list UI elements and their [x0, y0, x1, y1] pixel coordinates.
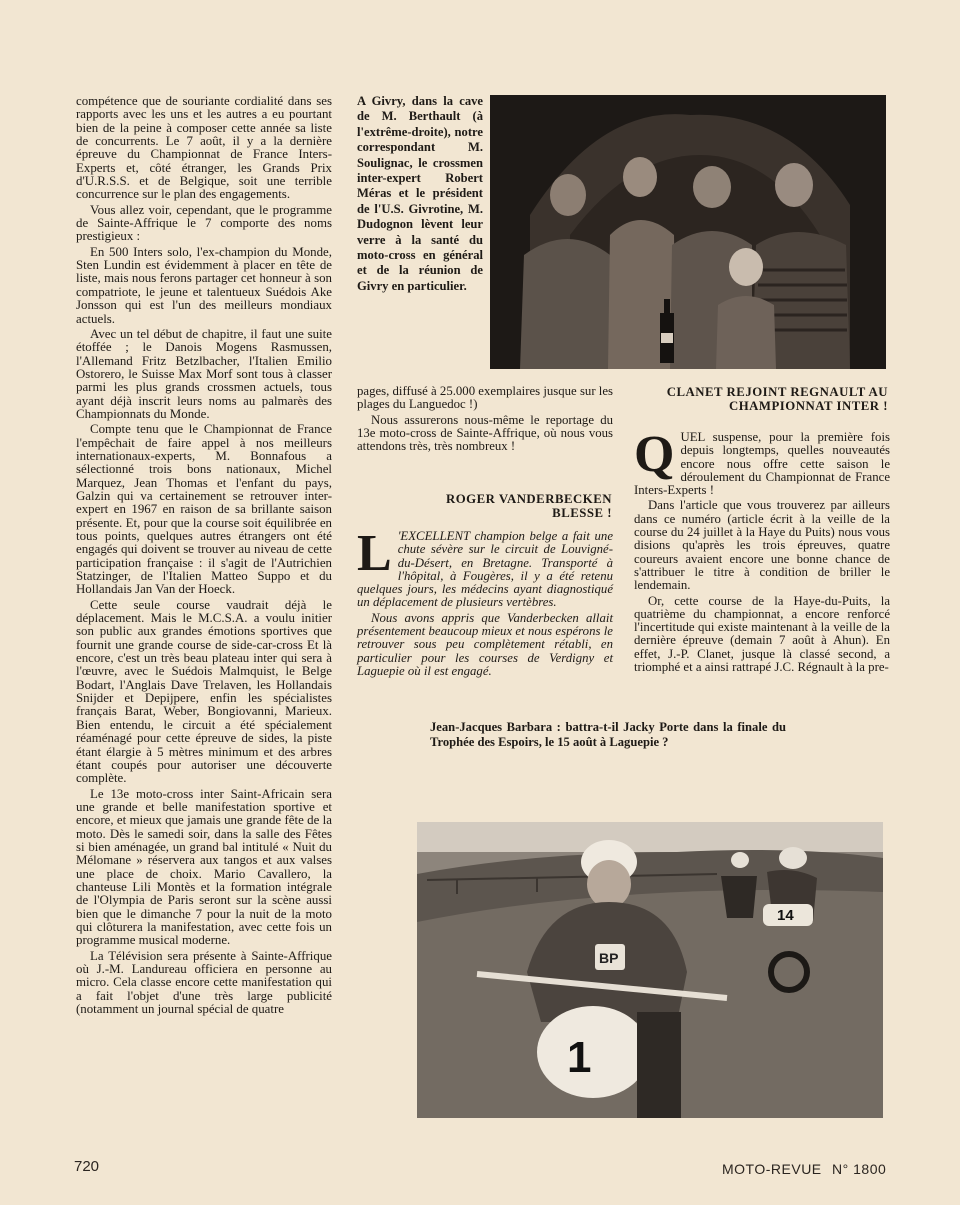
left-paragraph: En 500 Inters solo, l'ex-champion du Monde, Sten Lundin est évidemment à placer en tête de liste, mais nous ferons partager cet honneur à son compatriote, le jeune et talentueux Suédois Ake Jonsson qui est l'un des meilleurs mondiaux actuels. [76, 244, 332, 326]
mid-paragraph: Nous assurerons nous-même le reportage du 13e moto-cross de Sainte-Affrique, où nous vous attendons très, très nombreux ! [357, 412, 613, 454]
middle-headline: ROGER VANDERBECKEN BLESSE ! [445, 492, 612, 520]
magazine-name: MOTO-REVUE [722, 1161, 822, 1177]
right-paragraph: QUEL suspense, pour la première fois depuis longtemps, quelles nouveautés encore nous offre cette saison le déroulement du Championnat de France Inters-Experts ! [634, 426, 890, 498]
page-number: 720 [74, 1158, 100, 1175]
left-paragraph: Cette seule course vaudrait déjà le déplacement. Mais le M.C.S.A. a voulu initier son public aux grandes émotions sportives que fournit une grande course de side-car-cross Et là encore, c'est un très beau plateau inter qui sera à l'œuvre, avec le Suédois Malmquist, le Belge Bodart, l'Anglais Dave Trelaven, les Hollandais Snijder et Depijpere, enfin les spécialistes français Barat, Weber, Bongiovanni, Marieux. Bien entendu, le circuit a été spécialement réaménagé pour cette épreuve de sides, la piste étant élargie à 5 mètres minimum et des arbres étant coupés pour autoriser une découverte complète. [76, 597, 332, 786]
cellar-photo-drawing [490, 95, 886, 369]
left-paragraph: Compte tenu que le Championnat de France l'empêchait de faire appel à nos meilleurs internationaux-experts, M. Bonnafous a sélectionné trois bons nationaux, Michel Marquez, Jean Thomas et l'enfant du pays, Galzin qui va certainement se retrouver inter-expert en 1967 en raison de sa brillante saison présente. Et, pour que la course soit équilibrée en tous points, quelques autres étrangers ont été engagés qui doivent se trouver au niveau de cette participation française : il s'agit de l'Autrichien Statzinger, de l'Italien Matteo Suppo et du Hollandais Jan Van der Hoeck. [76, 422, 332, 597]
right-headline: CLANET REJOINT REGNAULT AU CHAMPIONNAT INTER ! [666, 385, 888, 413]
right-paragraph: Dans l'article que vous trouverez par ailleurs dans ce numéro (article écrit à la veille de la course du 24 juillet à la Haye du Puits) nous vous disions qu'après les trois épreuves, quatre coureurs avaient encore une bonne chance de s'attribuer le titre à condition de briller le lendemain. [634, 498, 890, 593]
left-paragraph: compétence que de souriante cordialité dans ses rapports avec les uns et les autres a eu pourtant bien de la peine à composer cette année sa liste de concurrents. Le 7 août, il y a la dernière épreuve du Championnat de France Inters-Experts et, côté étranger, les Grands Prix d'U.R.S.S. et de Belgique, soit une terrible concurrence sur le plan des engagements. [76, 94, 332, 202]
left-column [76, 95, 332, 1016]
right-paragraph: Or, cette course de la Haye-du-Puits, la quatrième du championnat, a encore renforcé l'incertitude qui existe maintenant à la veille de la dernière épreuve (demain 7 août à Ahun). En effet, J.-P. Clanet, jusque là classé second, a triomphé et a ainsi rattrapé J.C. Régnault à la pre- [634, 593, 890, 675]
mid-paragraph: pages, diffusé à 25.000 exemplaires jusque sur les plages du Languedoc !) [357, 384, 613, 412]
mid-italic-paragraph: L 'EXCELLENT champion belge a fait une chute sévère sur le circuit de Louvigné-du-Désert, en Bretagne. Transporté à l'hôpital, à Fougères, il y a été retenu quelques jours, les médecins ayant diagnostiqué un déplacement de plusieurs vertèbres. [357, 525, 613, 610]
middle-column [357, 385, 613, 453]
left-paragraph: La Télévision sera présente à Sainte-Affrique où J.-M. Landureau officiera en personne au micro. Cela classe encore cette manifestation qui a fait l'objet d'une très large publicité (notamment un journal spécial de quatre [76, 948, 332, 1017]
issue-number: N° 1800 [832, 1161, 887, 1177]
magazine-footer [722, 1161, 886, 1177]
photo1-caption: A Givry, dans la cave de M. Berthault (à l'extrême-droite), notre correspondant M. Soulignac, le crossmen inter-expert Robert Méras et le président de l'U.S. Givrotine, M. Dudognon lèvent leur verre à la santé du moto-cross en général et de la réunion de Givry en particulier. [357, 94, 483, 293]
mid-italic-paragraph: Nous avons appris que Vanderbecken allait présentement beaucoup mieux et nous espérons le retrouver sous peu complètement rétabli, en particulier pour les courses de Verdigny et Laguepie où il est engagé. [357, 610, 613, 678]
left-paragraph: Vous allez voir, cependant, que le programme de Sainte-Affrique le 7 comporte des noms prestigieux : [76, 202, 332, 244]
motocross-photo-drawing [417, 822, 883, 1118]
left-paragraph: Avec un tel début de chapitre, il faut une suite étoffée ; le Danois Mogens Rasmussen, l'Allemand Fritz Betzlbacher, l'Italien Emilio Ostorero, le Suisse Max Morf sont tous à classer parmi les plus grands crossmen actuels, tous ayant déjà inscrit leurs noms au palmarès des Championnats du Monde. [76, 326, 332, 421]
front-plate-number: 1 [567, 1033, 592, 1082]
middle-italic-column [357, 525, 613, 678]
back-plate-number: 14 [777, 907, 794, 924]
dropcap-q: Q [634, 426, 675, 483]
photo2-caption: Jean-Jacques Barbara : battra-t-il Jacky Porte dans la finale du Trophée des Espoirs, le 15 août à Laguepie ? [430, 720, 786, 749]
jersey-logo: BP [599, 950, 619, 966]
left-paragraph: Le 13e moto-cross inter Saint-Africain sera une grande et belle manifestation sportive et encore, et mieux que jamais une grande fête de la moto. Dès le samedi soir, dans la salle des Fêtes si bien aménagée, un grand bal intitulé « Nuit du Mélomane » réservera aux tangos et aux valses une place de choix. Mario Cavallero, la chanteuse Lili Montès et la formation intégrale de l'Olympia de Paris seront sur la scène aussi bien que le dimanche 7 pour la nuit de la moto qui clôturera la manifestation, avec cette fois un programme musical moderne. [76, 786, 332, 948]
right-column [634, 426, 890, 675]
motocross-photo [417, 822, 883, 1118]
cellar-group-photo [490, 95, 886, 369]
dropcap-l: L [357, 525, 392, 582]
